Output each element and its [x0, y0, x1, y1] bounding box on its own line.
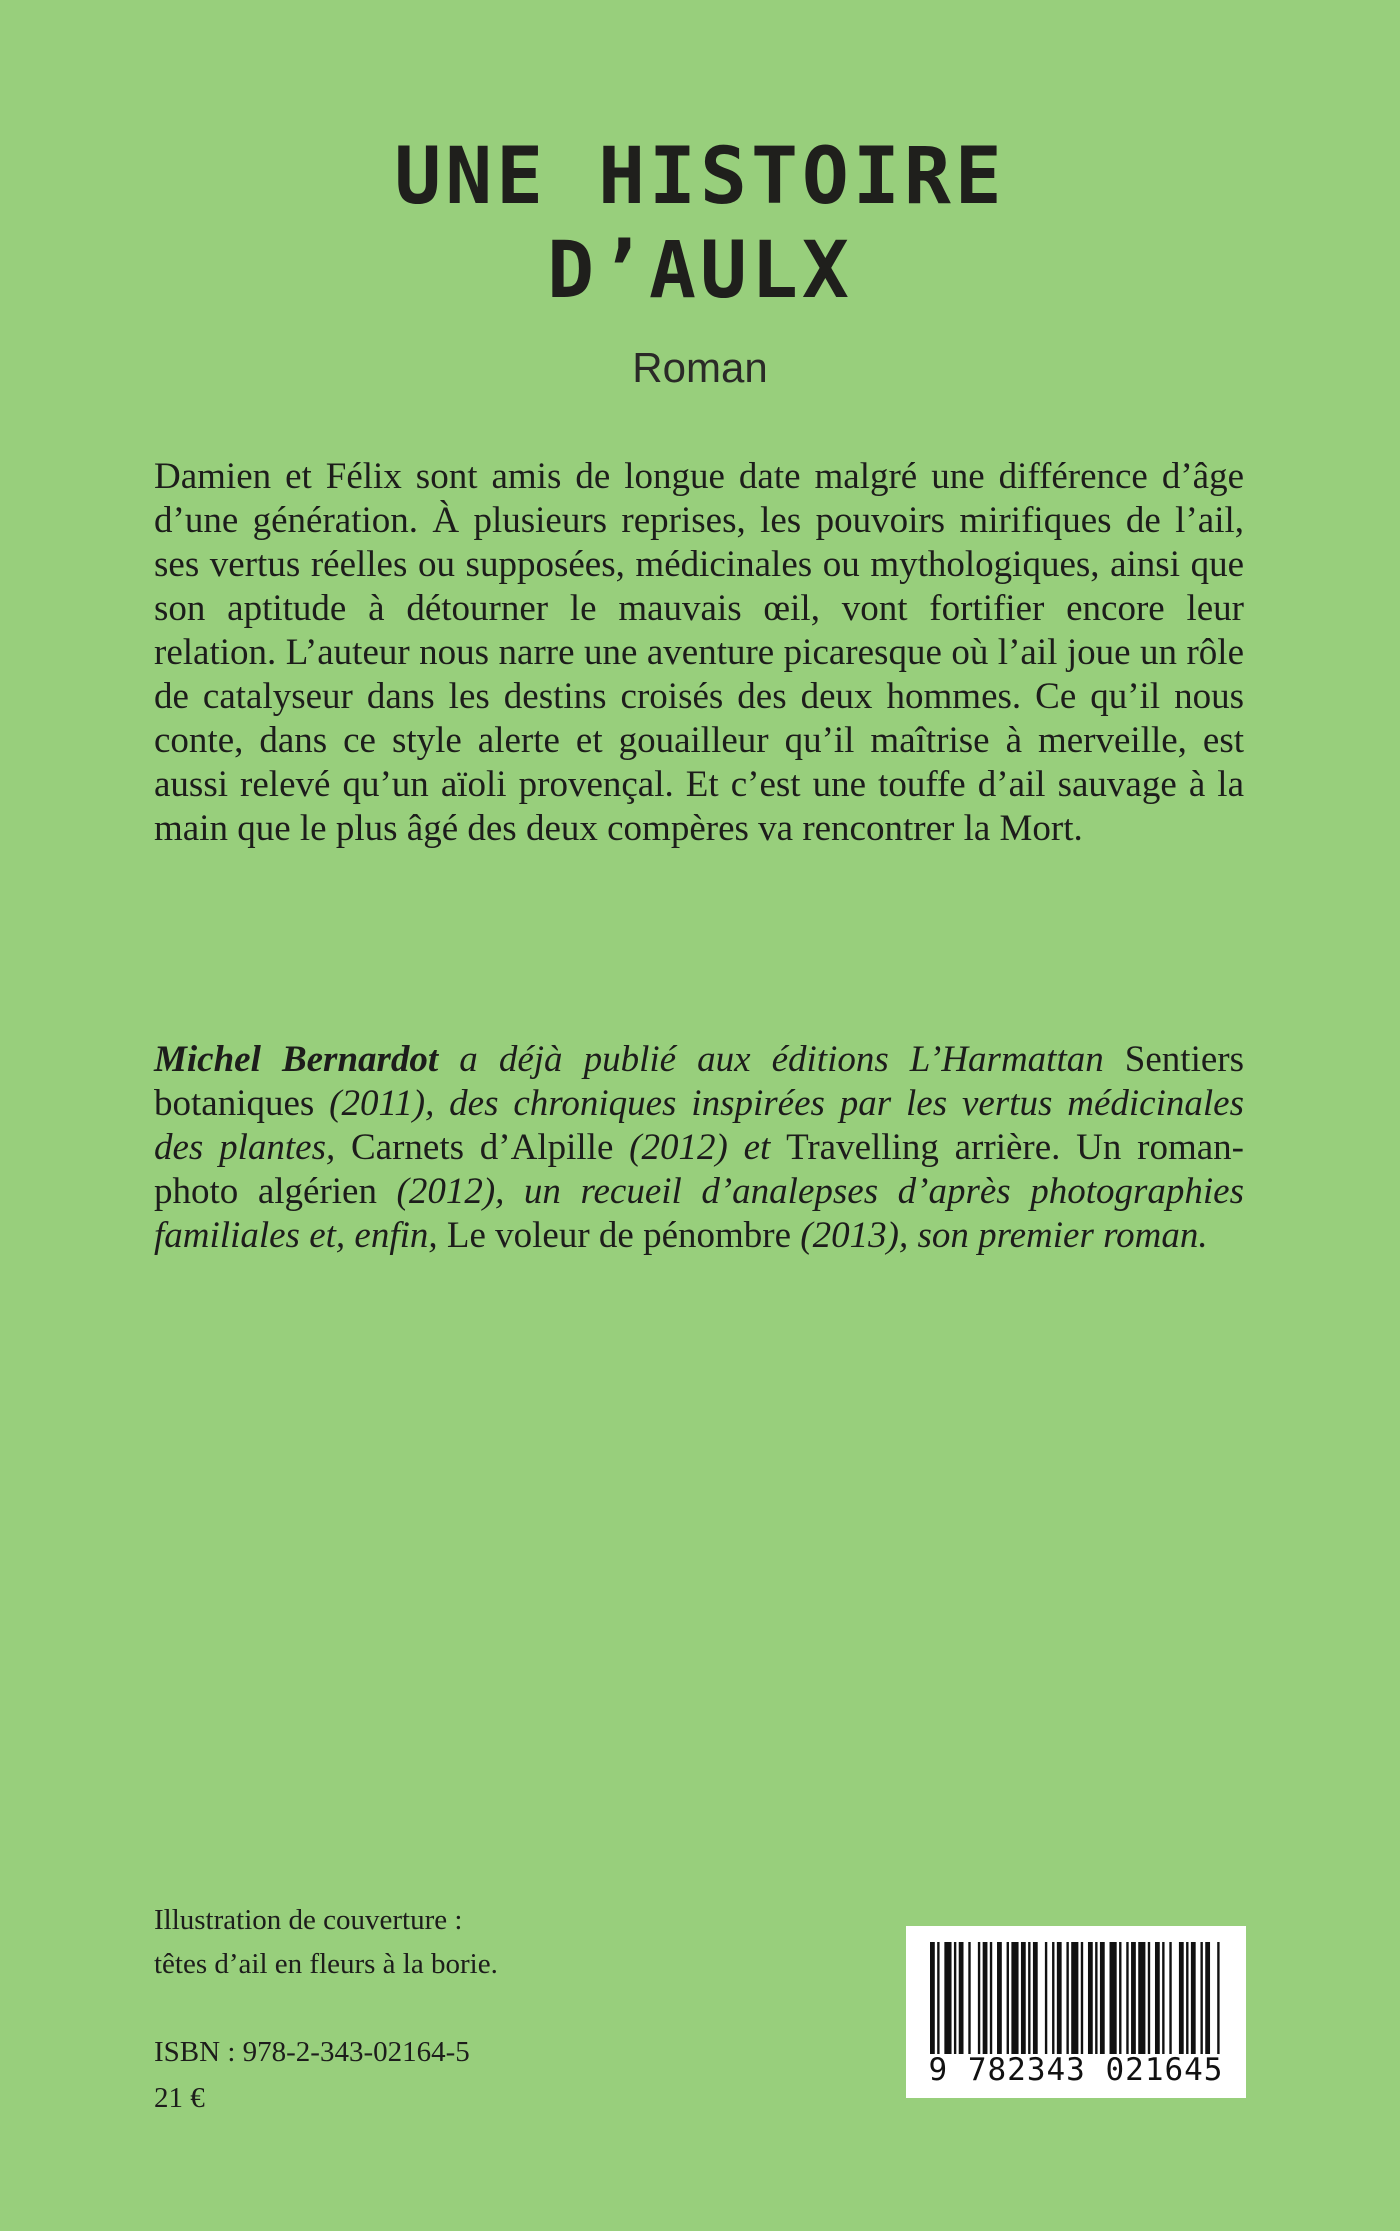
- book-title-travelling: Travelling arrière. Un roman-photo algérien: [154, 1127, 1245, 1212]
- barcode-bar: [1205, 1942, 1210, 2054]
- barcode-bar: [1162, 1942, 1164, 2054]
- author-bio-paragraph: [154, 1038, 1244, 1258]
- barcode-bar: [959, 1942, 964, 2054]
- credit-line-1: Illustration de couverture :: [154, 1904, 463, 1936]
- barcode-bar: [983, 1942, 988, 2054]
- genre-subtitle: Roman: [632, 344, 768, 391]
- bio-text-1: a déjà publié aux éditions L’Harmattan: [438, 1039, 1125, 1080]
- barcode-bar: [1011, 1942, 1018, 2054]
- barcode-bar: [1138, 1942, 1145, 2054]
- book-title-line-1: UNE HISTOIRE: [394, 132, 1006, 222]
- barcode-bar: [1007, 1942, 1009, 2054]
- bio-text-2: (2011), des chroniques inspirées par les vertus médicinales des plantes,: [154, 1083, 1244, 1168]
- cover-illustration-credit: [154, 1898, 498, 1986]
- barcode-bar: [1200, 1942, 1202, 2054]
- book-title-sentiers: Sentiers botaniques: [154, 1039, 1244, 1124]
- barcode-bar: [944, 1942, 951, 2054]
- barcode-number: 9 782343 021645: [928, 2052, 1224, 2088]
- barcode-bar: [1095, 1942, 1097, 2054]
- barcode-bar: [1179, 1942, 1184, 2054]
- bio-text-3: (2012) et: [613, 1127, 787, 1168]
- barcode-bar: [968, 1942, 970, 2054]
- barcode-bar: [1033, 1942, 1038, 2054]
- barcode-bar: [1148, 1942, 1150, 2054]
- barcode-bar: [1110, 1942, 1117, 2054]
- barcode-bar: [1088, 1942, 1093, 2054]
- barcode-bar: [978, 1942, 980, 2054]
- barcode-bar: [997, 1942, 1002, 2054]
- bio-text-4: (2012), un recueil d’analepses d’après photographies familiales et, enfin,: [154, 1171, 1244, 1256]
- barcode-bar: [1126, 1942, 1128, 2054]
- barcode-bar: [1081, 1942, 1083, 2054]
- credit-line-2: têtes d’ail en fleurs à la borie.: [154, 1948, 498, 1980]
- book-title: [0, 130, 1400, 318]
- book-title-voleur: Le voleur de pénombre: [446, 1215, 792, 1256]
- barcode-bar: [1217, 1942, 1219, 2054]
- barcode-bar: [1052, 1942, 1054, 2054]
- isbn: ISBN : 978-2-343-02164-5: [154, 2036, 470, 2068]
- synopsis-paragraph: Damien et Félix sont amis de longue date malgré une différence d’âge d’une génération. À plusieurs reprises, les pouvoirs mirifiques de l’ail, ses vertus réelles ou supposées, médicinales ou mythologiques, ainsi que son aptitude à détourner le mauvais œil, vont fortifier encore leur relation. L’auteur nous narre une aventure picaresque où l’ail joue un rôle de catalyseur dans les destins croisés des deux hommes. Ce qu’il nous conte, dans ce style alerte et gouailleur qu’il maîtrise à merveille, est aussi relevé qu’un aïoli provençal. Et c’est une touffe d’ail sauvage à la main que le plus âgé des deux compères va rencontrer la Mort.: [154, 456, 1244, 849]
- barcode-bar: [990, 1942, 992, 2054]
- bio-text-5: (2013), son premier roman.: [791, 1215, 1208, 1256]
- barcode-bar: [1071, 1942, 1078, 2054]
- barcode-bar: [1155, 1942, 1160, 2054]
- title-block: [0, 130, 1400, 392]
- barcode: [906, 1926, 1246, 2098]
- barcode-bar: [1186, 1942, 1188, 2054]
- barcode-bar: [1131, 1942, 1136, 2054]
- book-title-line-2: D’AULX: [547, 226, 853, 316]
- price: 21 €: [154, 2082, 205, 2114]
- barcode-bar: [1057, 1942, 1062, 2054]
- barcode-bar: [1028, 1942, 1030, 2054]
- book-title-carnets: Carnets d’Alpille: [351, 1127, 614, 1168]
- barcode-bar: [954, 1942, 956, 2054]
- author-name: Michel Bernardot: [154, 1039, 439, 1080]
- barcode-bar: [930, 1942, 935, 2054]
- barcode-bar: [1169, 1942, 1171, 2054]
- barcode-bar: [1045, 1942, 1047, 2054]
- barcode-bar: [1066, 1942, 1068, 2054]
- barcode-bar: [1100, 1942, 1105, 2054]
- barcode-bar: [1119, 1942, 1121, 2054]
- barcode-bar: [1191, 1942, 1196, 2054]
- barcode-bars: [930, 1942, 1222, 2054]
- barcode-bar: [937, 1942, 939, 2054]
- barcode-bar: [1021, 1942, 1026, 2054]
